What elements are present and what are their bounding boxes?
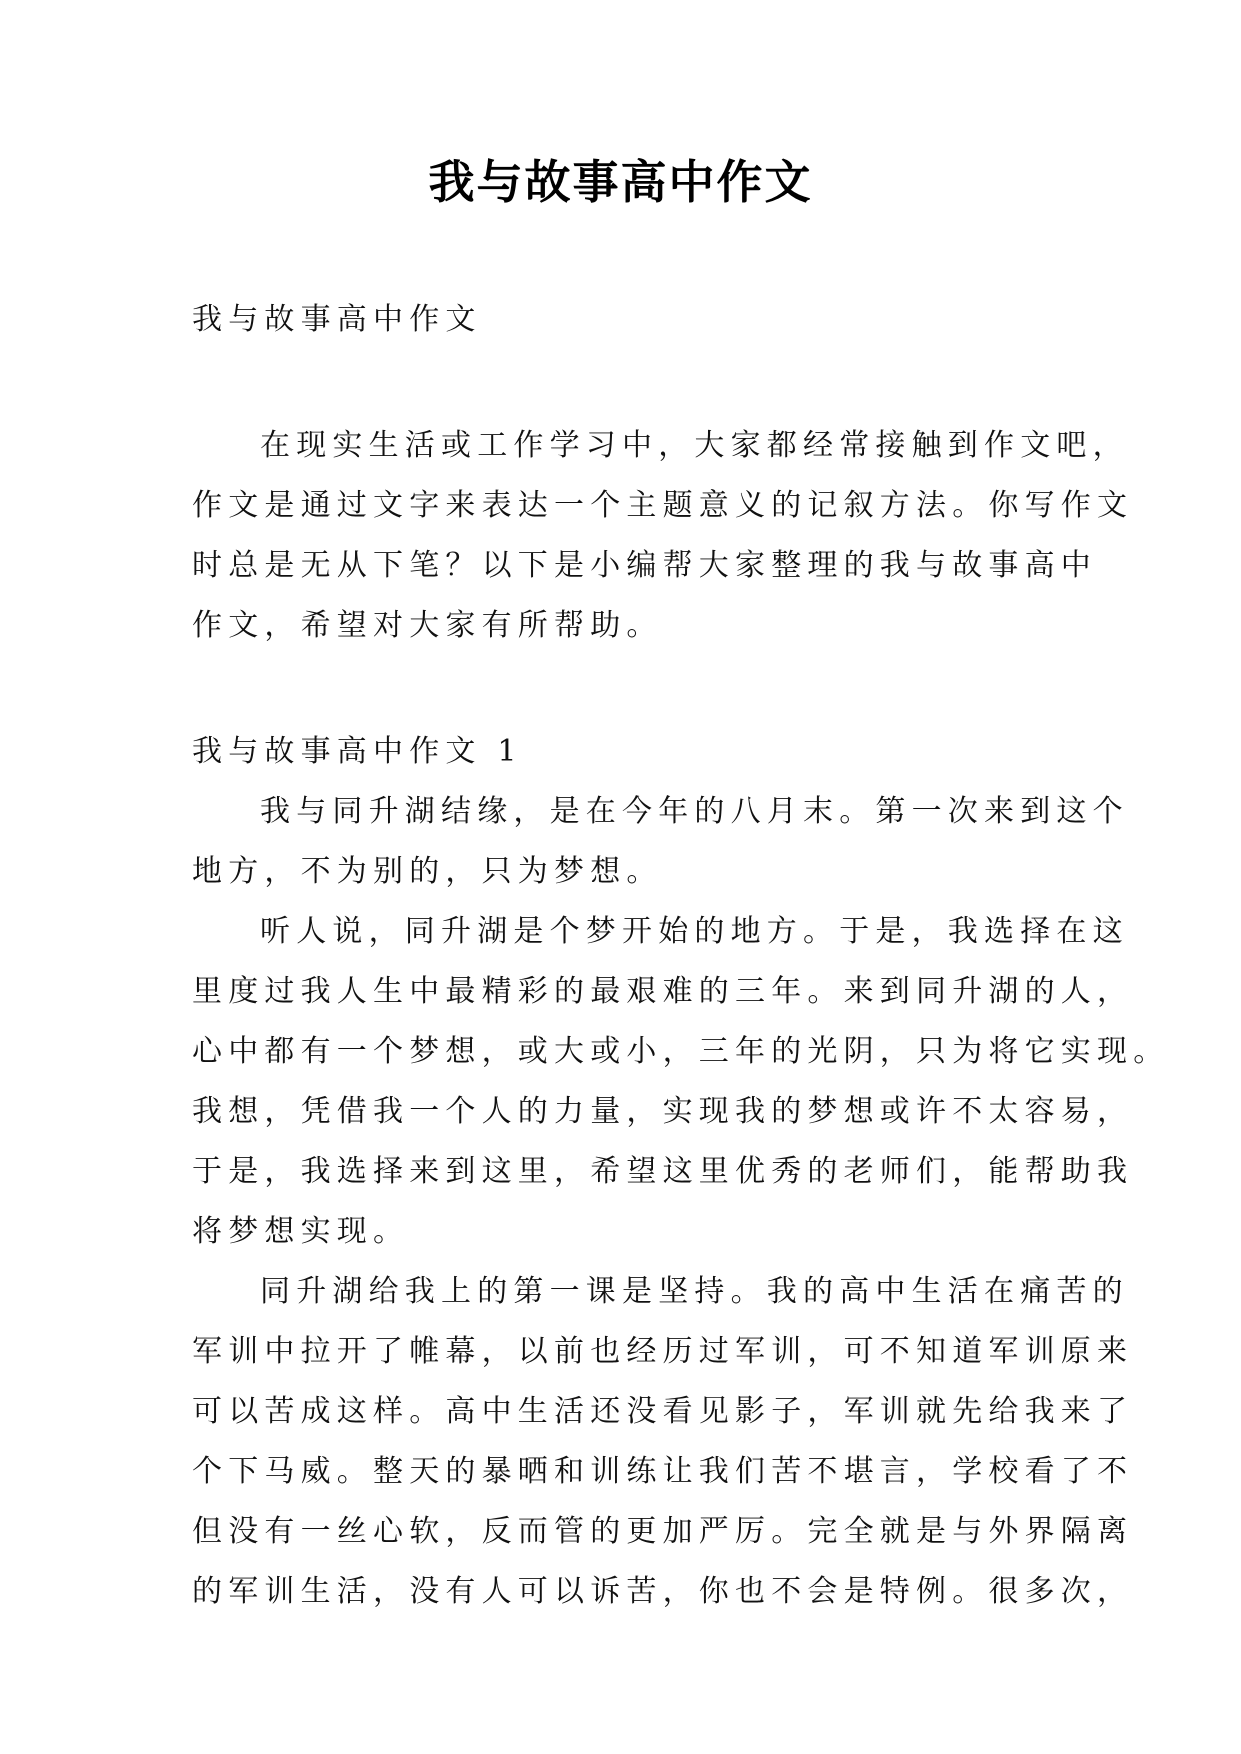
spacer	[192, 350, 1052, 416]
paragraph-2-line-5: 于是，我选择来到这里，希望这里优秀的老师们，能帮助我	[192, 1154, 1134, 1189]
paragraph-3-line-4: 个下马威。整天的暴晒和训练让我们苦不堪言，学校看了不	[192, 1454, 1134, 1489]
paragraph-3-line-5: 但没有一丝心软，反而管的更加严厉。完全就是与外界隔离	[192, 1514, 1134, 1549]
intro-line-3: 时总是无从下笔？以下是小编帮大家整理的我与故事高中	[192, 548, 1097, 583]
paragraph-2-line-6: 将梦想实现。	[192, 1214, 410, 1249]
intro-line-4: 作文，希望对大家有所帮助。	[192, 608, 663, 643]
document-subtitle: 我与故事高中作文	[192, 302, 482, 337]
paragraph-3-line-2: 军训中拉开了帷幕，以前也经历过军训，可不知道军训原来	[192, 1334, 1134, 1369]
paragraph-2-line-3: 心中都有一个梦想，或大或小，三年的光阴，只为将它实现。	[192, 1034, 1170, 1069]
paragraph-1-line-2: 地方，不为别的，只为梦想。	[192, 854, 663, 889]
paragraph-2-line-2: 里度过我人生中最精彩的最艰难的三年。来到同升湖的人，	[192, 974, 1134, 1009]
spacer	[192, 656, 1052, 722]
document-title: 我与故事高中作文	[428, 155, 813, 209]
paragraph-2-line-1: 听人说，同升湖是个梦开始的地方。于是，我选择在这	[260, 914, 1129, 949]
paragraph-1-line-1: 我与同升湖结缘，是在今年的八月末。第一次来到这个	[260, 794, 1129, 829]
paragraph-2-line-4: 我想，凭借我一个人的力量，实现我的梦想或许不太容易，	[192, 1094, 1134, 1129]
paragraph-3-line-6: 的军训生活，没有人可以诉苦，你也不会是特例。很多次，	[192, 1574, 1134, 1609]
paragraph-3-line-3: 可以苦成这样。高中生活还没看见影子，军训就先给我来了	[192, 1394, 1134, 1429]
paragraph-3-line-1: 同升湖给我上的第一课是坚持。我的高中生活在痛苦的	[260, 1274, 1129, 1309]
document-body	[192, 290, 1170, 1622]
intro-line-2: 作文是通过文字来表达一个主题意义的记叙方法。你写作文	[192, 488, 1134, 523]
intro-line-1: 在现实生活或工作学习中，大家都经常接触到作文吧，	[260, 428, 1129, 463]
section-heading: 我与故事高中作文 1	[192, 734, 523, 769]
